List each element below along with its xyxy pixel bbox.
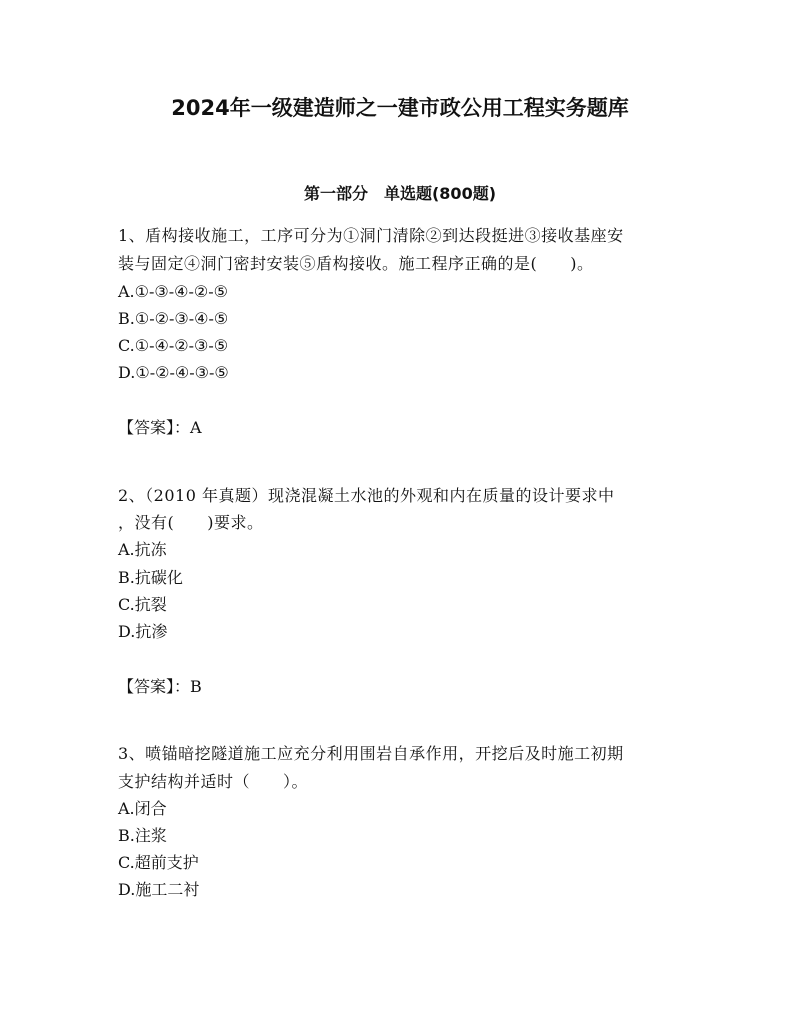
question-2-option-b: B.抗碳化: [118, 568, 183, 587]
question-1-stem-line-1: 1、盾构接收施工，工序可分为①洞门清除②到达段挺进③接收基座安: [118, 226, 624, 245]
question-1-option-d: D.①-②-④-③-⑤: [118, 363, 229, 382]
question-2-answer: 【答案】：B: [118, 677, 202, 696]
question-2-option-c: C.抗裂: [118, 595, 167, 614]
question-3-option-c: C.超前支护: [118, 853, 199, 872]
document-title: 2024年一级建造师之一建市政公用工程实务题库: [171, 96, 629, 120]
question-3-option-a: A.闭合: [118, 799, 167, 818]
section-heading: 第一部分 单选题(800题): [303, 184, 497, 203]
question-3-option-b: B.注浆: [118, 826, 167, 845]
question-3-stem-line-1: 3、喷锚暗挖隧道施工应充分利用围岩自承作用，开挖后及时施工初期: [118, 744, 624, 763]
question-3-stem-line-2: 支护结构并适时（ ）。: [118, 772, 309, 791]
question-2-stem-line-2: ，没有( )要求。: [118, 513, 264, 532]
question-3-option-d: D.施工二衬: [118, 880, 200, 899]
question-2-stem-line-1: 2、（2010 年真题）现浇混凝土水池的外观和内在质量的设计要求中: [118, 486, 615, 505]
question-2-option-a: A.抗冻: [118, 540, 167, 559]
question-2-option-d: D.抗渗: [118, 622, 168, 641]
question-1-option-b: B.①-②-③-④-⑤: [118, 309, 229, 328]
question-1-option-c: C.①-④-②-③-⑤: [118, 336, 229, 355]
question-1-option-a: A.①-③-④-②-⑤: [118, 282, 228, 301]
question-1-answer: 【答案】：A: [118, 418, 202, 437]
question-1-stem-line-2: 装与固定④洞门密封安装⑤盾构接收。施工程序正确的是( )。: [118, 254, 594, 273]
